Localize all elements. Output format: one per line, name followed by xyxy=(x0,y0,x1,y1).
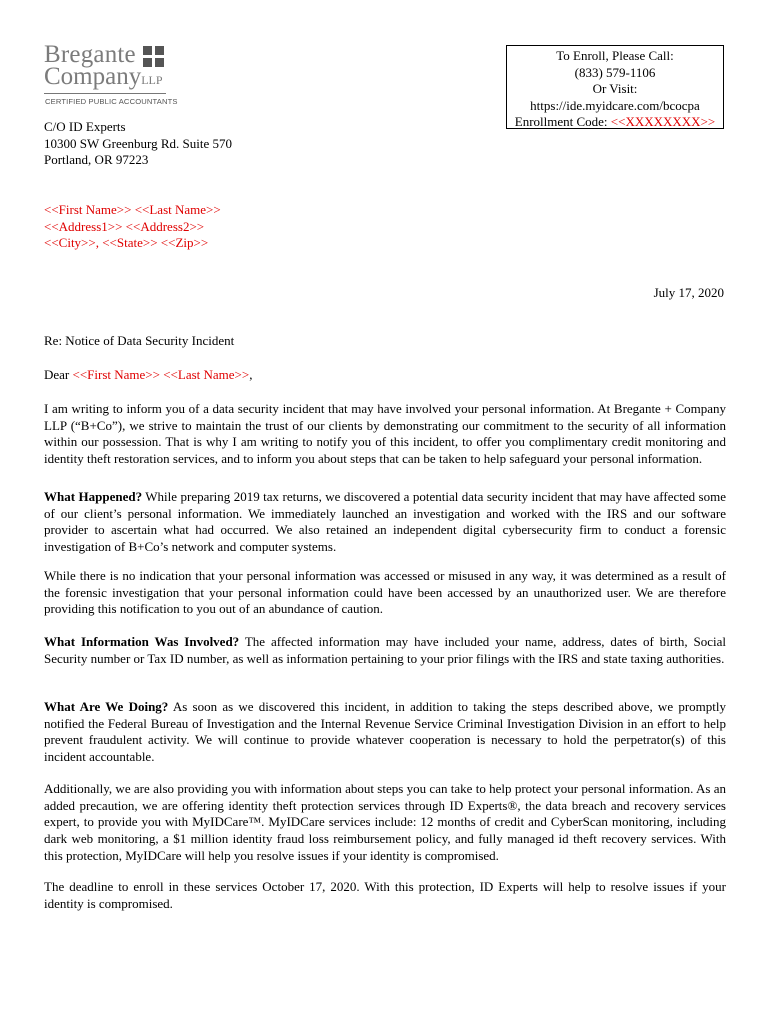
enroll-or-visit: Or Visit: xyxy=(592,81,638,97)
enroll-code-line xyxy=(507,114,723,131)
enrollment-deadline-paragraph: The deadline to enroll in these services October 17, 2020. With this protection, ID Experts will help to resolve issues if your identity is compromised. xyxy=(44,879,726,911)
what-are-we-doing-body: As soon as we discovered this incident, in addition to taking the steps described above, we promptly notified the Federal Bureau of Investigation and the Internal Revenue Service Criminal Investigation Division in an effort to help prevent fraudulent activity. We will continue to provide whatever cooperation is necessary to hold the perpetrator(s) of this incident accountable. xyxy=(44,699,726,765)
what-happened-body: While preparing 2019 tax returns, we discovered a potential data security incident that may have affected some of our client’s personal information. We immediately launched an investigation and worked with the IRS and our software provider to ascertain what had occurred. We also retained an independent digital cybersecurity firm to conduct a forensic investigation of B+Co’s network and computer systems. xyxy=(44,489,726,555)
logo-line-bregante: Bregante xyxy=(44,41,136,68)
recipient-city-state-zip: <<City>>, <<State>> <<Zip>> xyxy=(44,235,209,250)
enrollment-info-box xyxy=(506,45,724,129)
subject-line: Re: Notice of Data Security Incident xyxy=(44,333,235,348)
logo-line-company xyxy=(44,64,163,93)
information-involved-heading: What Information Was Involved? xyxy=(44,634,240,649)
salutation-name: <<First Name>> <<Last Name>> xyxy=(72,367,250,382)
return-address-line2: 10300 SW Greenburg Rd. Suite 570 xyxy=(44,135,233,151)
salutation xyxy=(44,367,252,384)
enroll-url-link[interactable]: https://ide.myidcare.com/bcocpa xyxy=(530,97,700,113)
letter-date: July 17, 2020 xyxy=(653,285,724,300)
salutation-suffix: , xyxy=(249,367,253,382)
logo-divider xyxy=(44,93,166,94)
information-involved-paragraph xyxy=(44,634,726,667)
logo-tagline: CERTIFIED PUBLIC ACCOUNTANTS xyxy=(45,97,178,106)
no-indication-paragraph: While there is no indication that your personal information was accessed or misused in any way, it was determined as a result of the forensic investigation that your personal information could have been accessed by an unauthorized user. We are therefore providing this notification to you out of an abundance of caution. xyxy=(44,568,726,617)
recipient-address-line: <<Address1>> <<Address2>> xyxy=(44,218,205,234)
recipient-name: <<First Name>> <<Last Name>> xyxy=(44,202,221,217)
return-address-line1: C/O ID Experts xyxy=(44,119,126,134)
what-are-we-doing-heading: What Are We Doing? xyxy=(44,699,169,714)
company-logo xyxy=(44,41,178,112)
enroll-code-label: Enrollment Code: xyxy=(514,114,611,130)
enroll-call-label: To Enroll, Please Call: xyxy=(556,48,674,63)
return-address xyxy=(44,119,232,169)
intro-paragraph: I am writing to inform you of a data security incident that may have involved your personal information. At Bregante + Company LLP (“B+Co”), we strive to maintain the trust of our clients by demonstrating our commitment to the security of all information within our possession. That is why I am writing to notify you of this incident, to offer you complimentary credit monitoring and identity theft restoration services, and to inform you about steps that can be taken to help safeguard your personal information. xyxy=(44,401,726,467)
what-happened-paragraph xyxy=(44,489,726,556)
additional-services-paragraph: Additionally, we are also providing you with information about steps you can take to help protect your personal information. As an added precaution, we are offering identity theft protection services through ID Experts®, the data breach and recovery services expert, to provide you with MyIDCare™. MyIDCare services include: 12 months of credit and CyberScan monitoring, including dark web monitoring, a $1 million identity fraud loss reimbursement policy, and fully managed id theft recovery services. With this protection, MyIDCare will help you resolve issues if your identity is compromised. xyxy=(44,781,726,863)
enroll-code-value: <<XXXXXXXX>> xyxy=(610,114,716,130)
information-involved-body: The affected information may have included your name, address, dates of birth, Social Security number or Tax ID number, as well as information pertaining to your prior filings with the IRS and state taxing authorities. xyxy=(44,634,726,666)
what-happened-heading: What Happened? xyxy=(44,489,143,504)
recipient-address xyxy=(44,202,221,252)
what-are-we-doing-paragraph xyxy=(44,699,726,766)
logo-company-text: Company xyxy=(44,63,142,90)
return-address-line3: Portland, OR 97223 xyxy=(44,152,149,167)
enroll-phone[interactable]: (833) 579-1106 xyxy=(574,64,656,80)
salutation-prefix: Dear xyxy=(44,367,73,382)
logo-llp-text: LLP xyxy=(141,73,163,87)
